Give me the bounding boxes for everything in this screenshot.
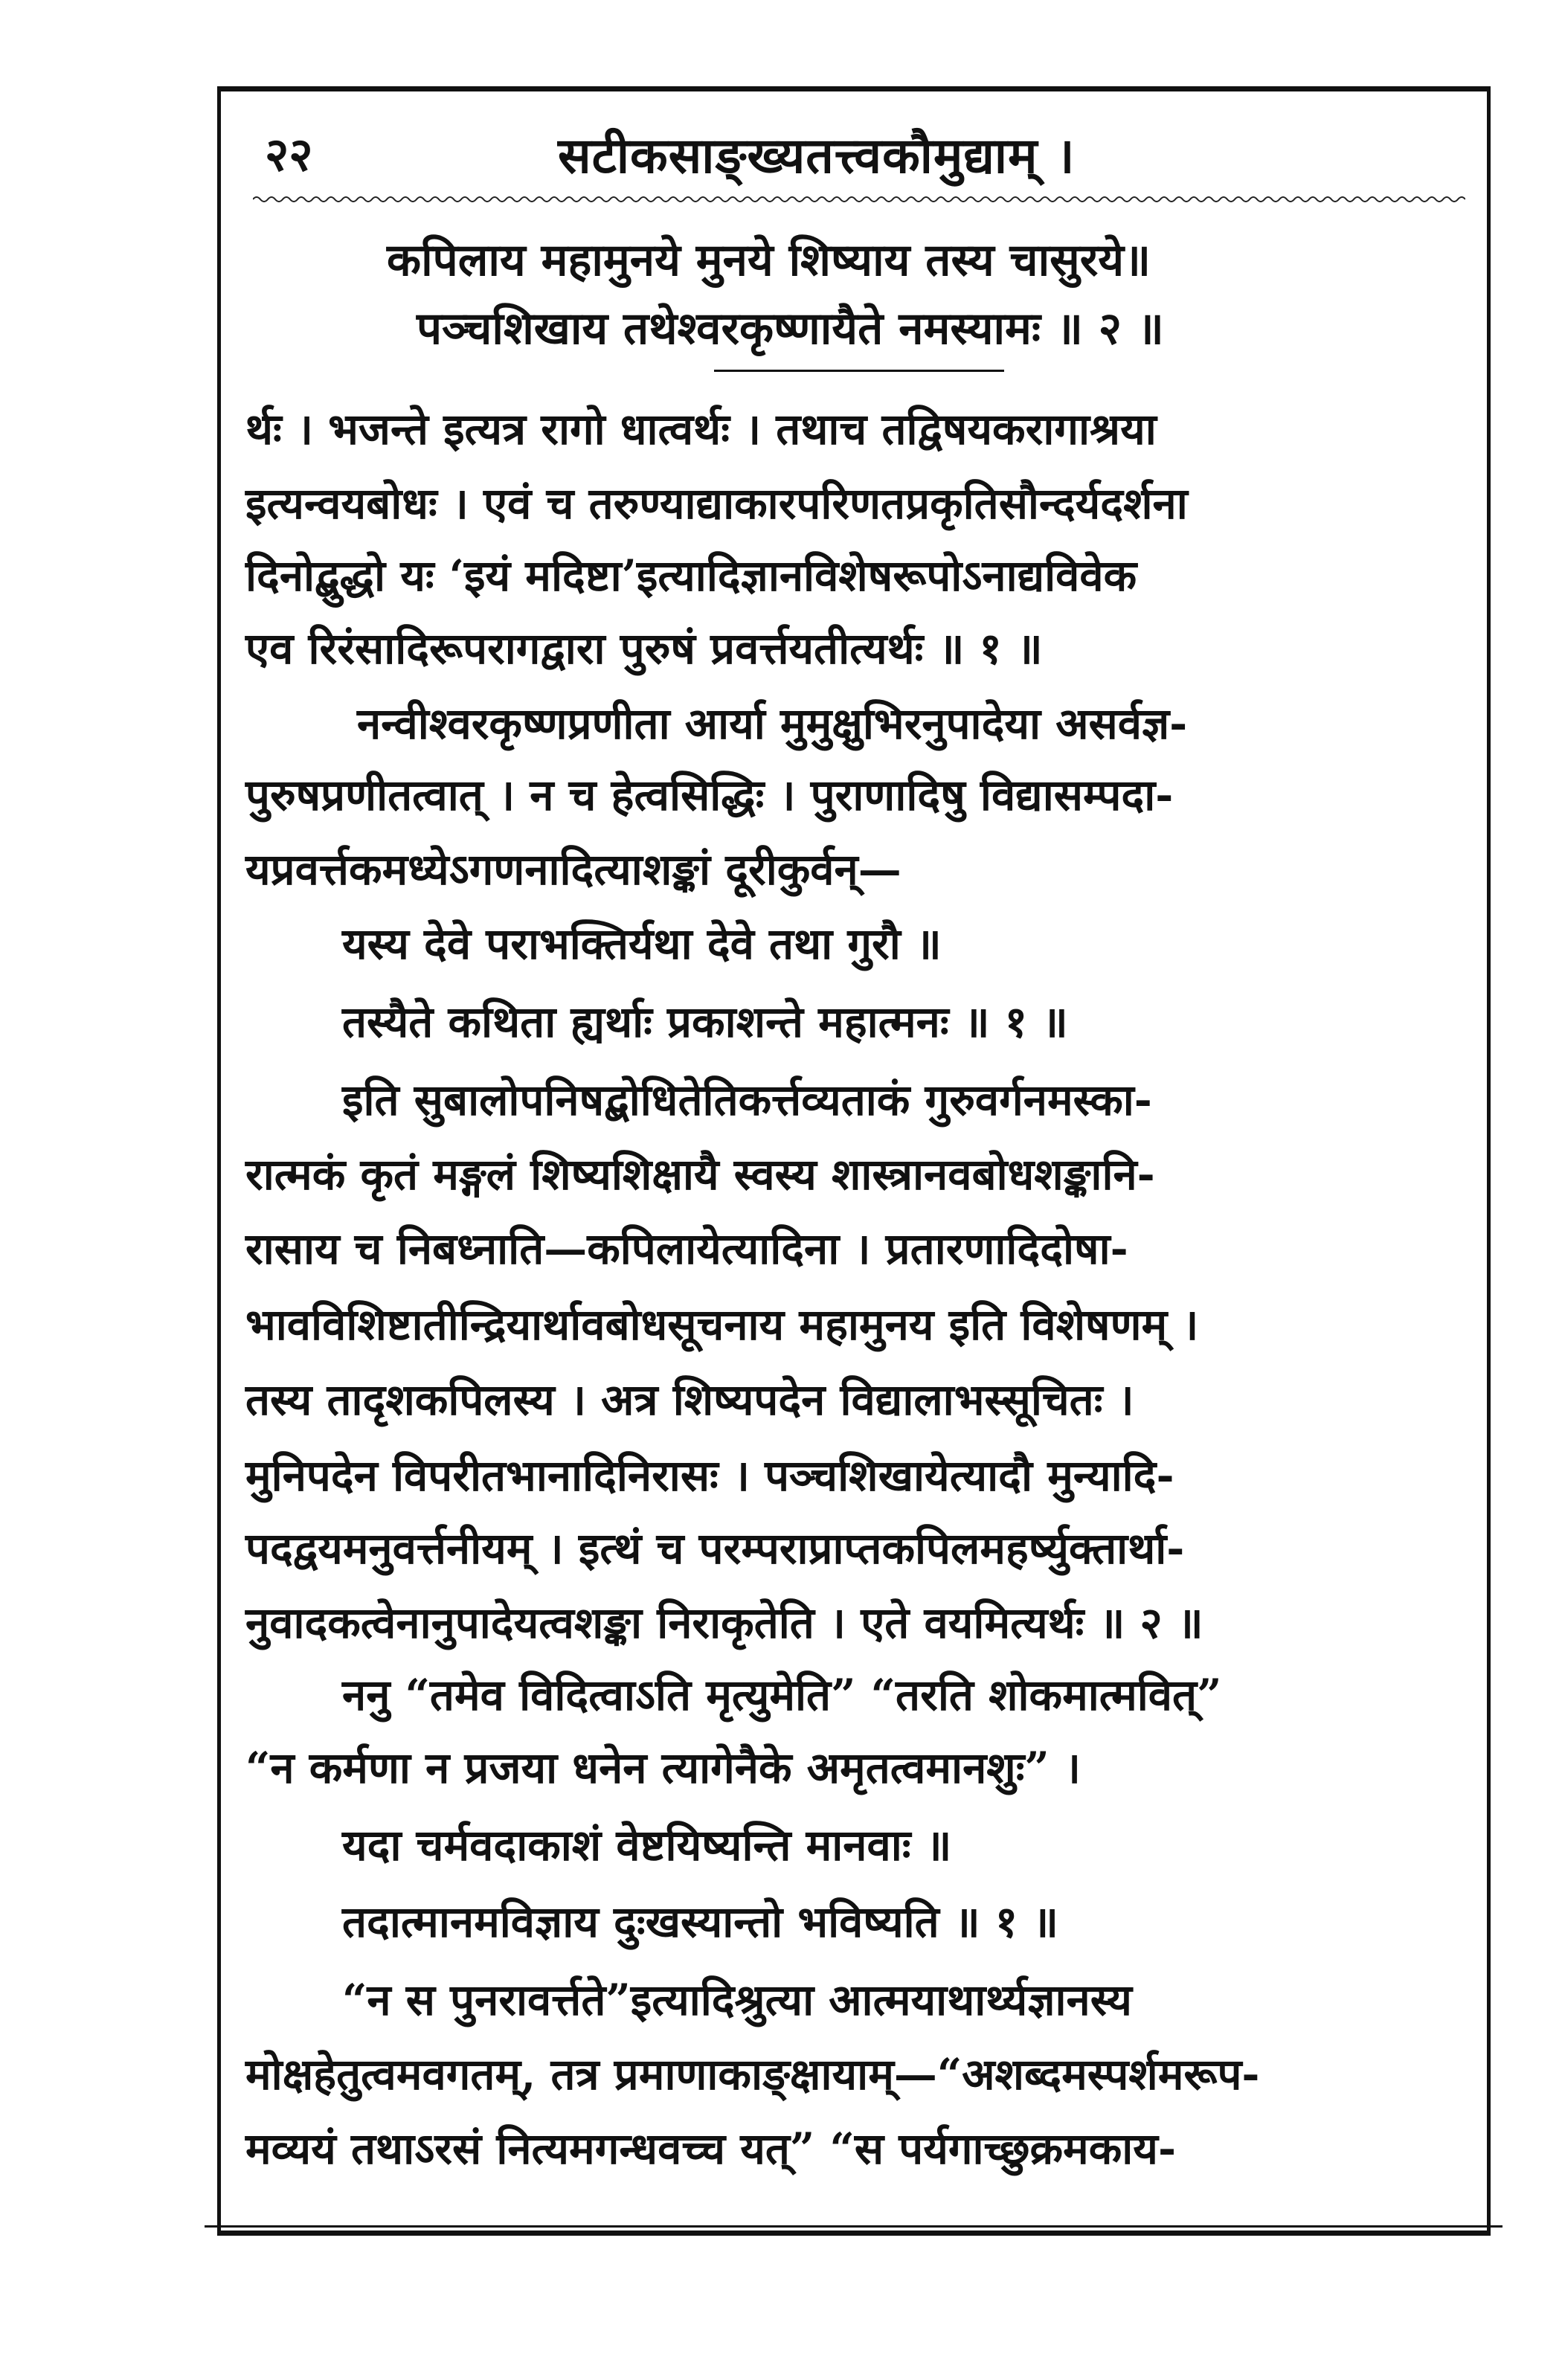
bottom-rule xyxy=(205,2225,1502,2228)
commentary-line: “न स पुनरावर्त्तते”इत्यादिश्रुत्या आत्मयाथार्थ्यज्ञानस्य xyxy=(342,1975,1132,2025)
page-header xyxy=(253,112,1465,193)
commentary-line: नुवादकत्वेनानुपादेयत्वशङ्का निराकृतेति । एते वयमित्यर्थः ॥ २ ॥ xyxy=(245,1598,1203,1648)
commentary-line: एव रिरंसादिरूपरागद्वारा पुरुषं प्रवर्त्तयतीत्यर्थः ॥ १ ॥ xyxy=(245,623,1043,674)
commentary-line: भावविशिष्टातीन्द्रियार्थावबोधसूचनाय महामुनय इति विशेषणम् । xyxy=(245,1299,1199,1350)
quoted-verse-line: तदात्मानमविज्ञाय दुःखस्यान्तो भविष्यति ॥ १ ॥ xyxy=(342,1897,1058,1947)
commentary-line: पदद्वयमनुवर्त्तनीयम् । इत्थं च परम्पराप्राप्तकपिलमहर्ष्युक्तार्था- xyxy=(245,1523,1185,1574)
commentary-line: रात्मकं कृतं मङ्गलं शिष्यशिक्षायै स्वस्य शास्त्रानवबोधशङ्कानि- xyxy=(245,1149,1155,1200)
verse-line: कपिलाय महामुनये मुनये शिष्याय तस्य चासुरये॥ xyxy=(387,234,1151,286)
quoted-verse-line: यस्य देवे पराभक्तिर्यथा देवे तथा गुरौ ॥ xyxy=(342,919,942,969)
commentary-line: मव्ययं तथाऽरसं नित्यमगन्धवच्च यत्” “स पर्यगाच्छुक्रमकाय- xyxy=(245,2123,1177,2174)
commentary-line: नन्वीश्वरकृष्णप्रणीता आर्या मुमुक्षुभिरनुपादेया असर्वज्ञ- xyxy=(357,698,1188,749)
commentary-line: मुनिपदेन विपरीतभानादिनिरासः । पञ्चशिखायेत्यादौ मुन्यादि- xyxy=(245,1450,1174,1501)
commentary-line: दिनोद्बुद्धो यः ‘इयं मदिष्टा’इत्यादिज्ञानविशेषरूपोऽनाद्यविवेक xyxy=(245,550,1137,601)
header-wavy-rule xyxy=(253,195,1465,204)
page-number: २२ xyxy=(265,127,313,181)
commentary-line: यप्रवर्त्तकमध्येऽगणनादित्याशङ्कां दूरीकुर्वन्— xyxy=(245,844,901,895)
running-title: सटीकसाङ्ख्यतत्त्वकौमुद्याम् । xyxy=(558,126,1076,184)
quoted-verse-line: तस्यैते कथिता ह्यर्थाः प्रकाशन्ते महात्मनः ॥ १ ॥ xyxy=(342,997,1068,1047)
verse-separator-rule xyxy=(714,370,1004,372)
commentary-line: रासाय च निबध्नाति—कपिलायेत्यादिना । प्रतारणादिदोषा- xyxy=(245,1223,1128,1274)
commentary-line: तस्य तादृशकपिलस्य । अत्र शिष्यपदेन विद्यालाभस्सूचितः । xyxy=(245,1374,1134,1425)
commentary-line: “न कर्मणा न प्रजया धनेन त्यागेनैके अमृतत्वमानशुः” । xyxy=(245,1743,1081,1793)
commentary-line: इति सुबालोपनिषद्बोधितेतिकर्त्तव्यताकं गुरुवर्गनमस्का- xyxy=(342,1075,1152,1125)
commentary-line: इत्यन्वयबोधः । एवं च तरुण्याद्याकारपरिणतप्रकृतिसौन्दर्यदर्शना xyxy=(245,478,1188,529)
commentary-line: र्थः । भजन्ते इत्यत्र रागो धात्वर्थः । तथाच तद्विषयकरागाश्रया xyxy=(245,404,1157,454)
commentary-line: पुरुषप्रणीतत्वात् । न च हेत्वसिद्धिः । पुराणादिषु विद्यासम्पदा- xyxy=(245,770,1174,820)
verse-line: पञ्चशिखाय तथेश्वरकृष्णायैते नमस्यामः ॥ २ ॥ xyxy=(417,303,1164,355)
commentary-line: मोक्षहेतुत्वमवगतम्, तत्र प्रमाणाकाङ्क्षायाम्—“अशब्दमस्पर्शमरूप- xyxy=(245,2049,1260,2100)
quoted-verse-line: यदा चर्मवदाकाशं वेष्टयिष्यन्ति मानवाः ॥ xyxy=(342,1820,952,1871)
commentary-line: ननु “तमेव विदित्वाऽति मृत्युमेति” “तरति शोकमात्मवित्” xyxy=(342,1670,1222,1720)
